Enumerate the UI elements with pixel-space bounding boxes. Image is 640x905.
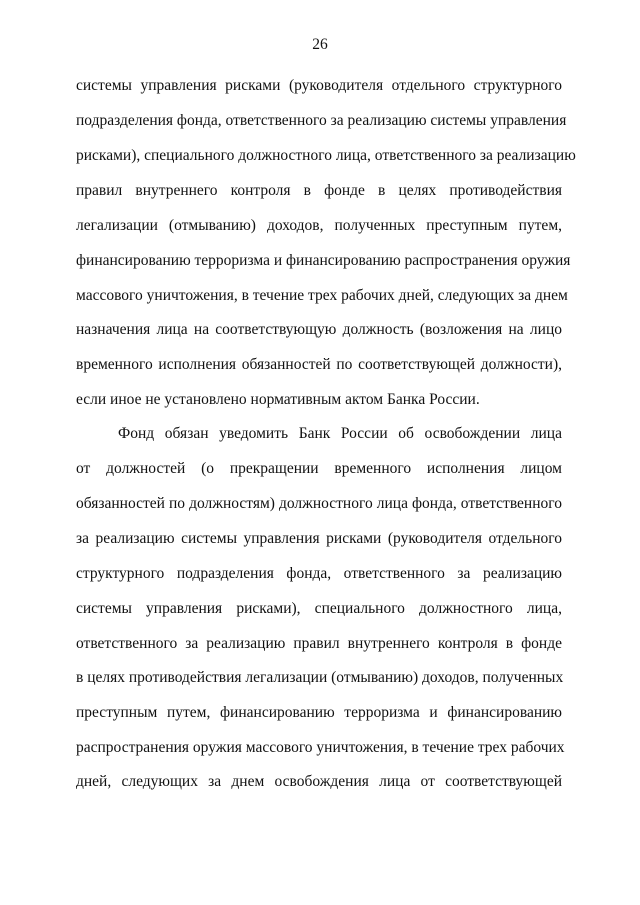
paragraph-1-line-7: массового уничтожения, в течение трех рабочих дней, следующих за днем — [76, 287, 568, 304]
page-number: 26 — [312, 36, 328, 53]
paragraph-1-line-4: правил внутреннего контроля в фонде в целях противодействия — [76, 182, 562, 199]
paragraph-2-line-1: Фонд обязан уведомить Банк России об освобождении лица — [118, 425, 562, 442]
paragraph-2-line-11: дней, следующих за днем освобождения лица от соответствующей — [76, 773, 562, 790]
paragraph-2-line-10: распространения оружия массового уничтожения, в течение трех рабочих — [76, 739, 565, 756]
paragraph-1-line-8: назначения лица на соответствующую должность (возложения на лицо — [76, 321, 562, 338]
paragraph-2-line-4: за реализацию системы управления рисками (руководителя отдельного — [76, 530, 562, 547]
paragraph-2-line-3: обязанностей по должностям) должностного лица фонда, ответственного — [76, 495, 562, 512]
paragraph-2-line-7: ответственного за реализацию правил внутреннего контроля в фонде — [76, 635, 562, 652]
paragraph-2-line-5: структурного подразделения фонда, ответственного за реализацию — [76, 565, 562, 582]
paragraph-1-line-3: рисками), специального должностного лица, ответственного за реализацию — [76, 147, 576, 164]
paragraph-1-line-10: если иное не установлено нормативным актом Банка России. — [76, 391, 480, 408]
paragraph-1-line-2: подразделения фонда, ответственного за реализацию системы управления — [76, 112, 567, 129]
paragraph-1-line-6: финансированию терроризма и финансированию распространения оружия — [76, 252, 571, 269]
paragraph-2-line-8: в целях противодействия легализации (отмыванию) доходов, полученных — [76, 669, 564, 686]
paragraph-1-line-5: легализации (отмыванию) доходов, полученных преступным путем, — [76, 217, 562, 234]
paragraph-2-line-2: от должностей (о прекращении временного исполнения лицом — [76, 460, 562, 477]
paragraph-1-line-9: временного исполнения обязанностей по соответствующей должности), — [76, 356, 562, 373]
paragraph-1-line-1: системы управления рисками (руководителя отдельного структурного — [76, 77, 562, 94]
paragraph-2-line-9: преступным путем, финансированию терроризма и финансированию — [76, 704, 562, 721]
paragraph-2-line-6: системы управления рисками), специального должностного лица, — [76, 600, 562, 617]
